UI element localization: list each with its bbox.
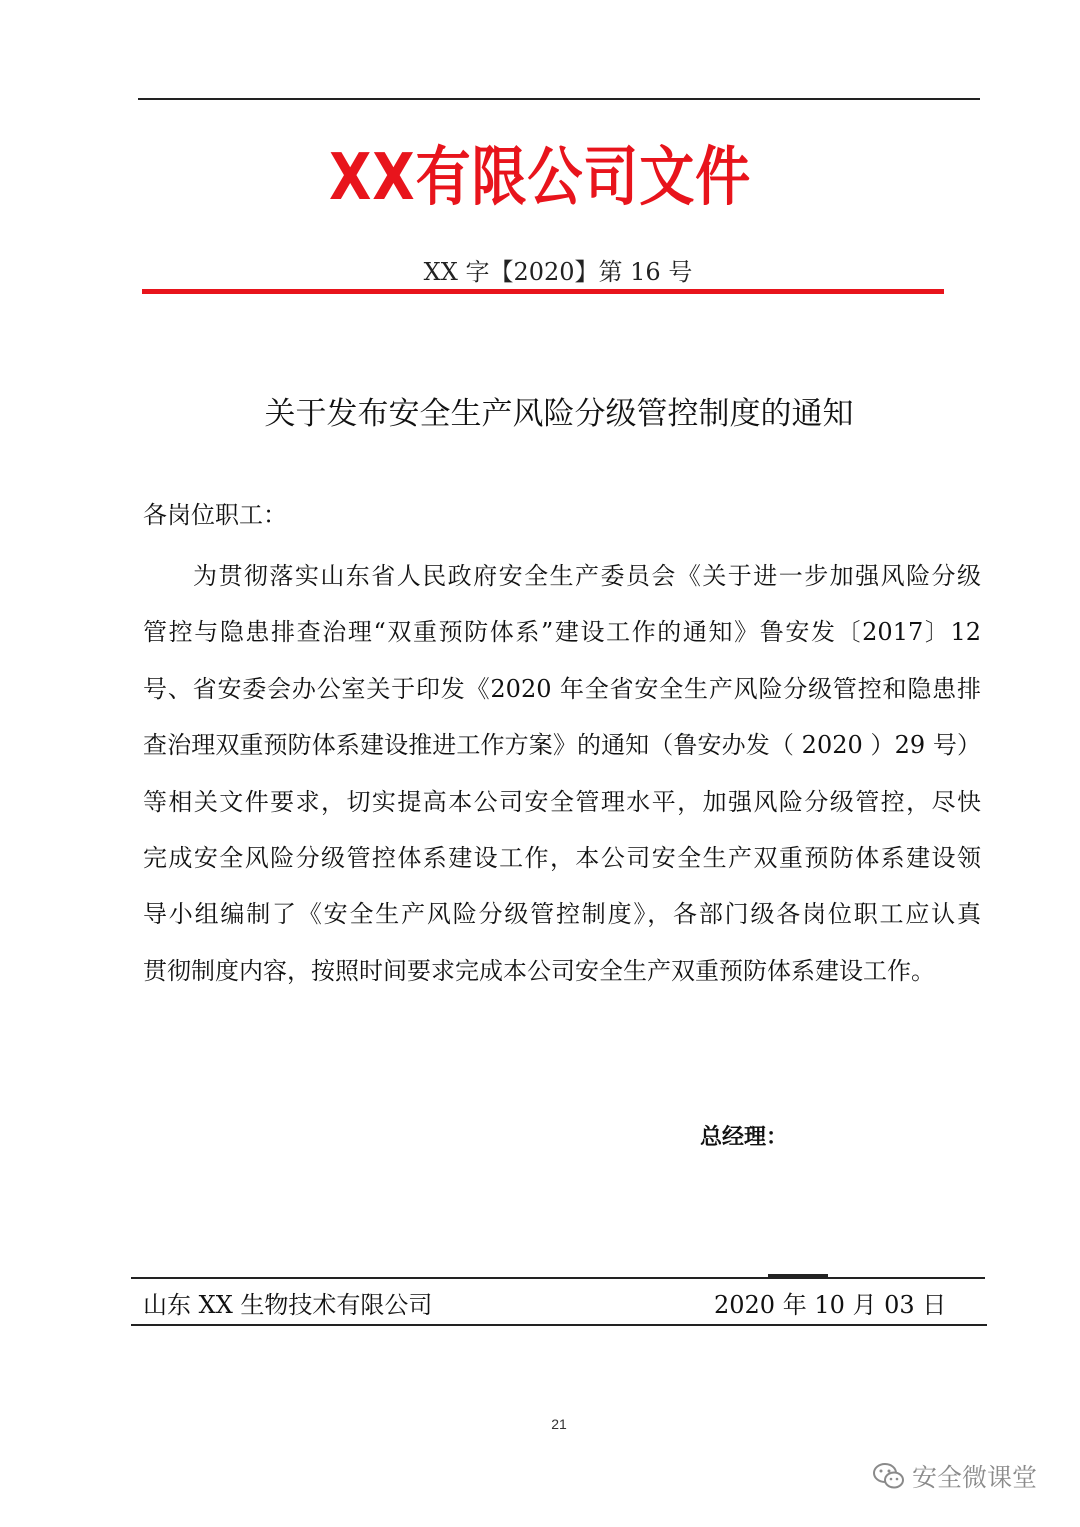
footer-top-divider	[131, 1277, 985, 1279]
notice-title: 关于发布安全生产风险分级管控制度的通知	[264, 396, 854, 432]
issuing-company: 山东 XX 生物技术有限公司	[143, 1291, 433, 1319]
body-line: 贯彻制度内容，按照时间要求完成本公司安全生产双重预防体系建设工作。	[143, 956, 935, 985]
page-number: 21	[551, 1416, 567, 1432]
footer-bottom-divider	[131, 1324, 987, 1326]
top-divider	[138, 98, 980, 100]
footer-top-divider-accent	[768, 1274, 828, 1277]
issue-date: 2020 年 10 月 03 日	[714, 1291, 947, 1319]
body-line: 查治理双重预防体系建设推进工作方案》的通知（鲁安办发（ 2020 ）29 号）	[143, 731, 981, 760]
body-line: 完成安全风险分级管控体系建设工作，本公司安全生产双重预防体系建设领	[143, 843, 981, 872]
document-masthead: XX有限公司文件	[329, 141, 751, 215]
wechat-icon	[872, 1462, 906, 1490]
body-line: 导小组编制了《安全生产风险分级管控制度》，各部门级各岗位职工应认真	[143, 900, 981, 929]
notice-body	[143, 548, 981, 999]
body-line: 等相关文件要求，切实提高本公司安全管理水平，加强风险分级管控，尽快	[143, 787, 981, 816]
signer-label: 总经理：	[700, 1125, 789, 1150]
watermark	[872, 1458, 1037, 1494]
body-line: 管控与隐患排查治理“双重预防体系”建设工作的通知》鲁安发〔2017〕12	[143, 618, 981, 647]
document-number: XX 字【2020】第 16 号	[423, 258, 693, 286]
watermark-text: 安全微课堂	[912, 1463, 1038, 1492]
body-line: 号、省安委会办公室关于印发《2020 年全省安全生产风险分级管控和隐患排	[143, 674, 981, 703]
body-line: 为贯彻落实山东省人民政府安全生产委员会《关于进一步加强风险分级	[193, 562, 981, 590]
salutation: 各岗位职工：	[143, 501, 287, 529]
red-divider	[142, 289, 944, 294]
